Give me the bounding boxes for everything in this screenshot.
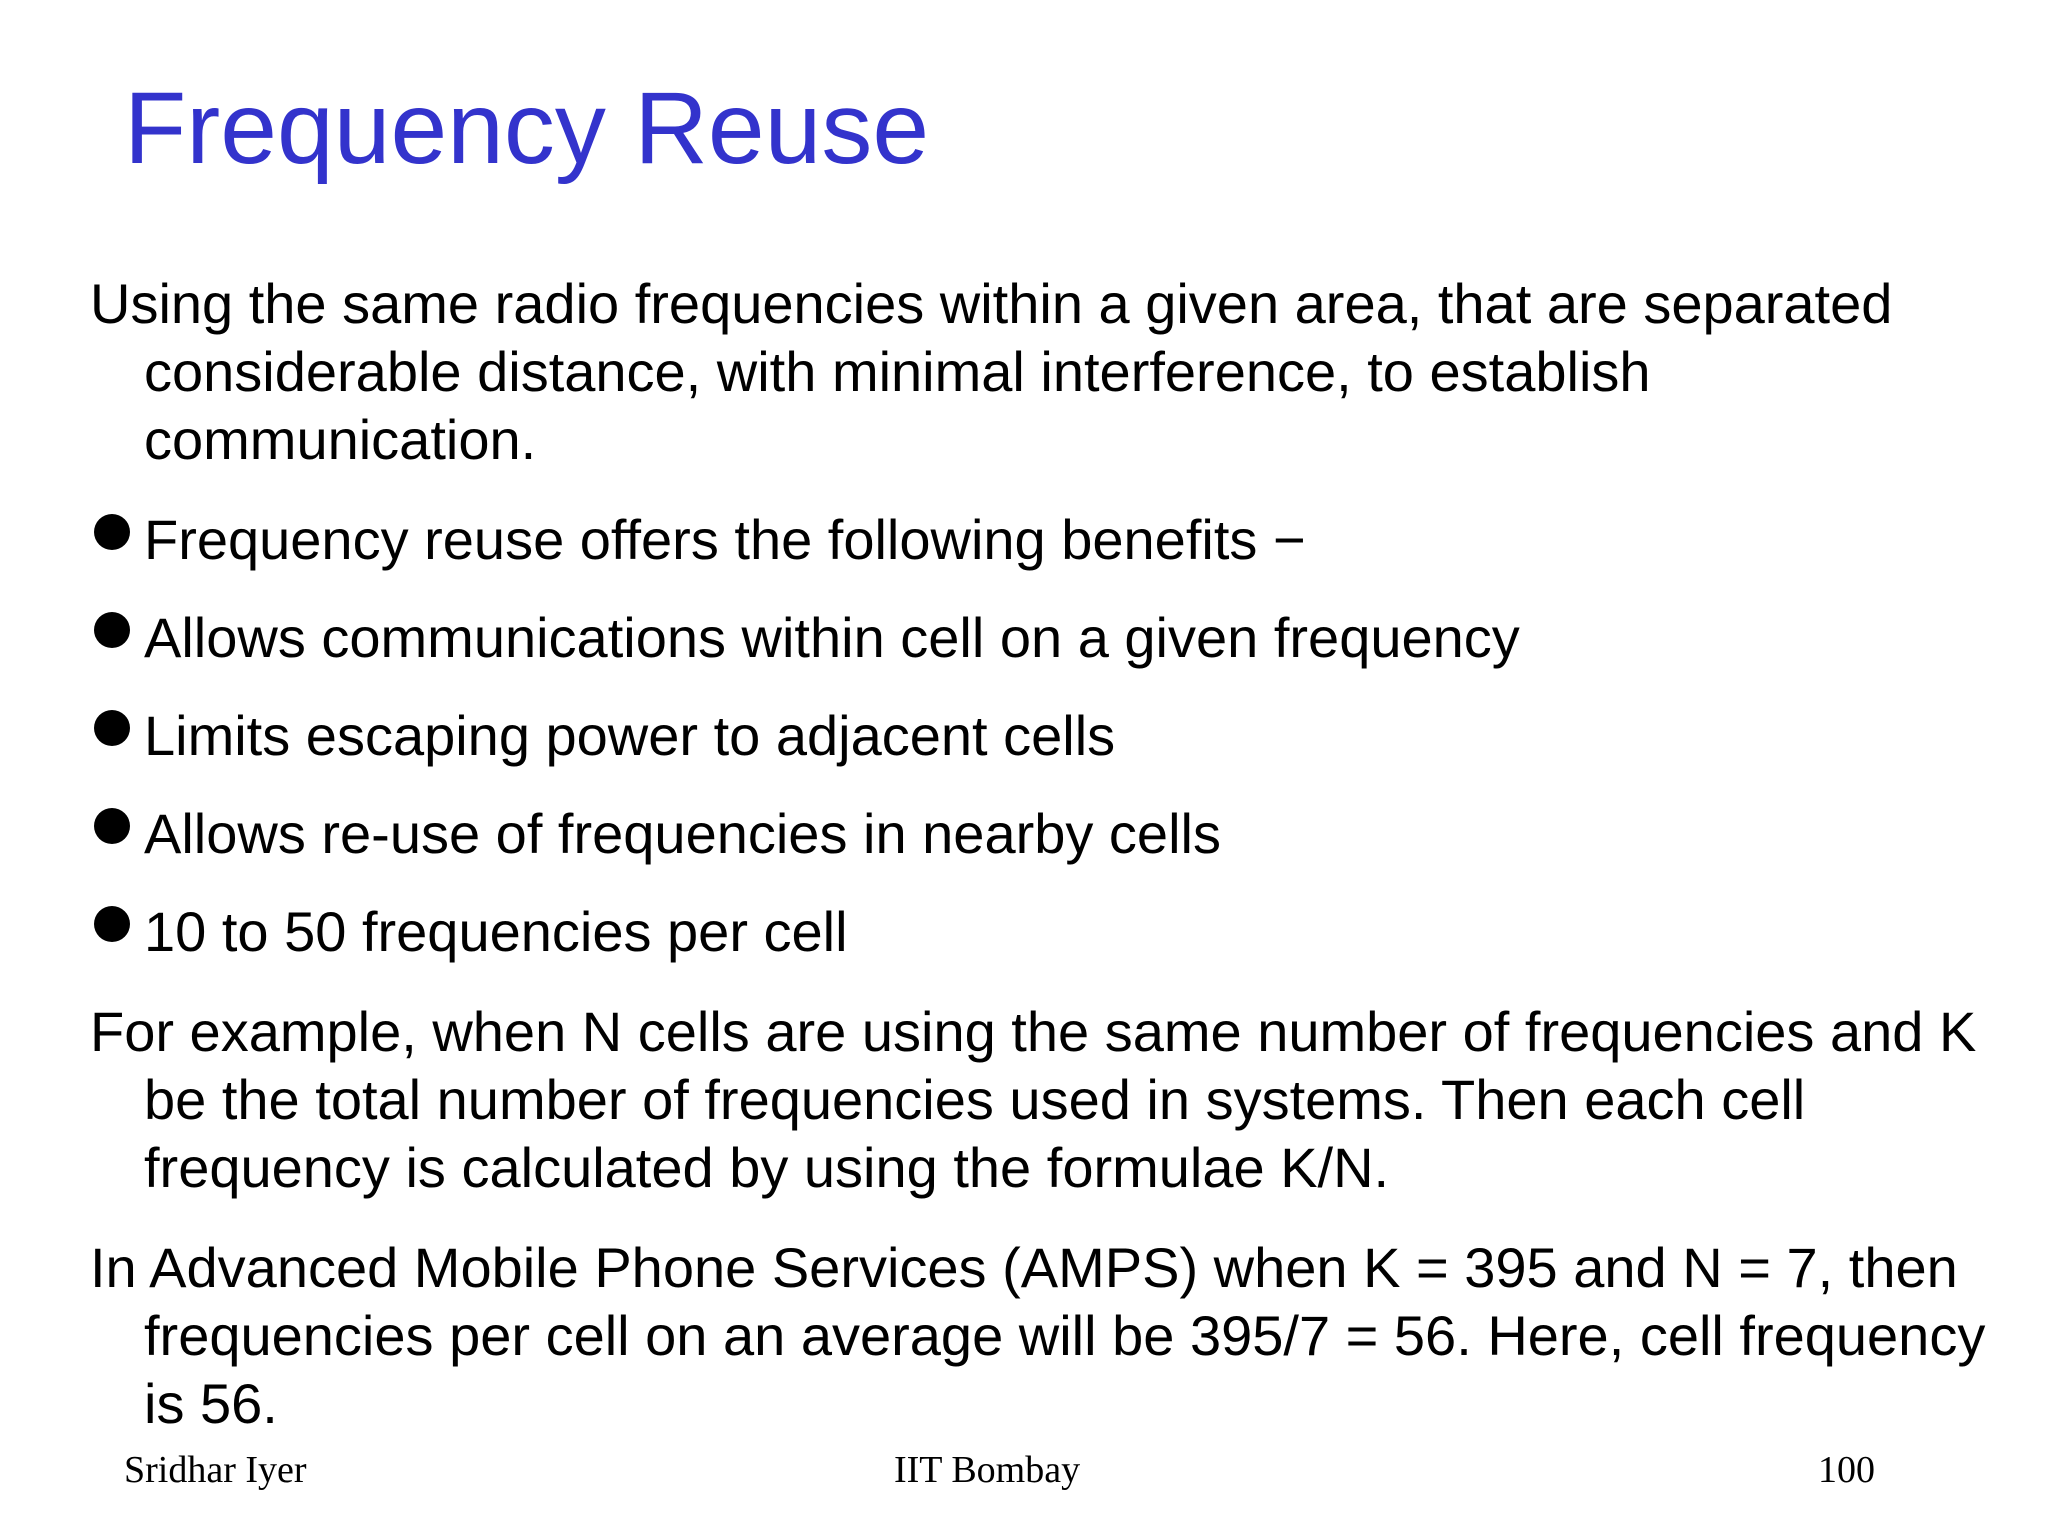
list-item xyxy=(90,604,1990,672)
bullet-icon xyxy=(94,808,130,844)
bullet-icon xyxy=(94,612,130,648)
slide-title: Frequency Reuse xyxy=(124,71,930,185)
list-item xyxy=(90,800,1990,868)
intro-paragraph: Using the same radio frequencies within a given area, that are separated considerable distance, with minimal interference, to establish communication. xyxy=(90,272,1893,471)
footer-institution: IIT Bombay xyxy=(894,1449,1081,1491)
amps-paragraph: In Advanced Mobile Phone Services (AMPS) when K = 395 and N = 7, then frequencies per cell on an average will be 395/7 = 56. Here, cell frequency is 56. xyxy=(90,1236,1986,1435)
list-item-text: 10 to 50 frequencies per cell xyxy=(144,900,848,963)
bullet-icon xyxy=(94,514,130,550)
list-item xyxy=(90,506,1990,574)
slide-body xyxy=(90,270,1990,1470)
list-item xyxy=(90,702,1990,770)
list-item xyxy=(90,898,1990,966)
benefits-list xyxy=(90,506,1990,966)
page-number: 100 xyxy=(1818,1449,1875,1491)
bullet-icon xyxy=(94,906,130,942)
bullet-icon xyxy=(94,710,130,746)
list-item-text: Frequency reuse offers the following benefits − xyxy=(144,508,1306,571)
list-item-text: Limits escaping power to adjacent cells xyxy=(144,704,1116,767)
list-item-text: Allows communications within cell on a given frequency xyxy=(144,606,1520,669)
list-item-text: Allows re-use of frequencies in nearby cells xyxy=(144,802,1221,865)
footer-author: Sridhar Iyer xyxy=(124,1449,307,1491)
example-paragraph: For example, when N cells are using the same number of frequencies and K be the total number of frequencies used in systems. Then each cell frequency is calculated by using the formulae K/N. xyxy=(90,1000,1977,1199)
